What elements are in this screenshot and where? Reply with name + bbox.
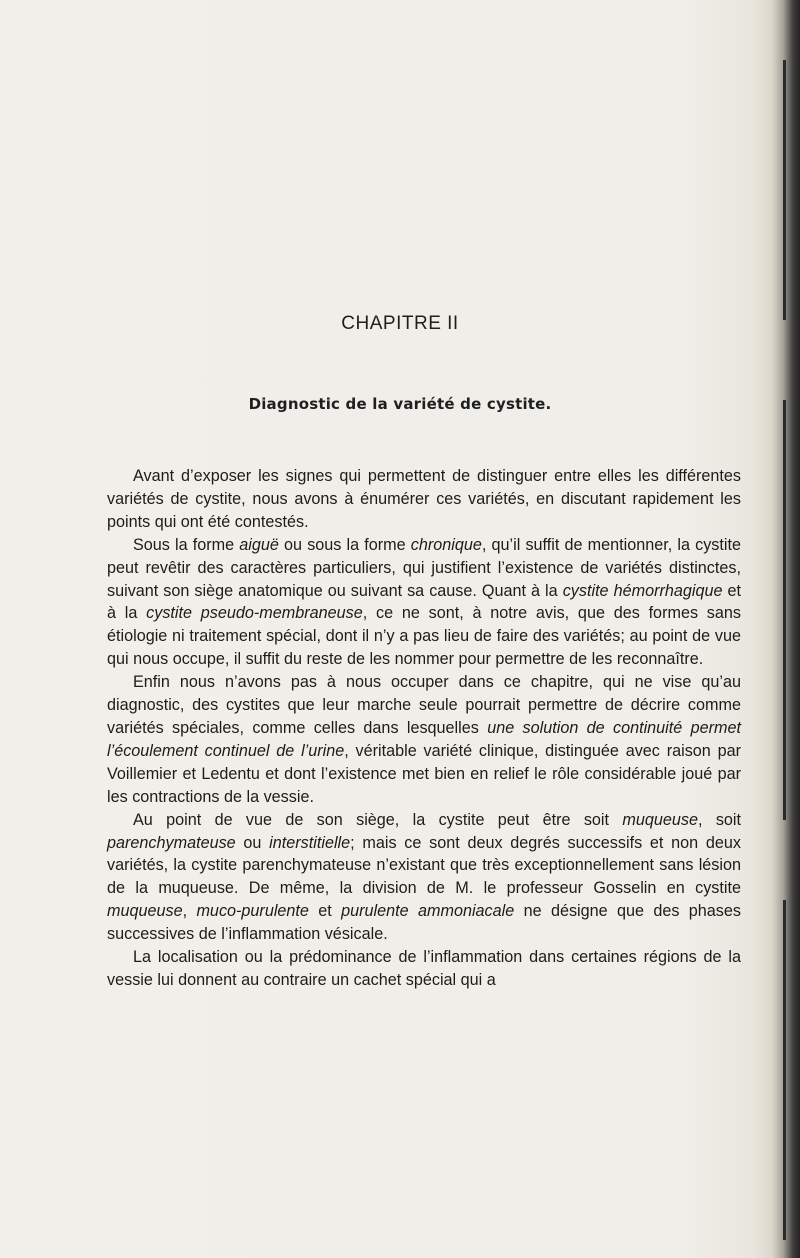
text-run: Avant d’exposer les signes qui permettent de distinguer entre elles les différentes variétés de cystite, nous avons à énumérer ces variétés, en discutant rapidement les points qui ont été contestés. — [107, 467, 741, 531]
text-run: Sous la forme — [133, 535, 240, 554]
spine-edge-line — [783, 400, 786, 820]
text-run: Enfin nous n’avons pas à nous occuper dans ce chapitre, qui ne vise qu’au diagnostic, des cystites que leur marche seule pourrait permettre de décrire comme variétés spéciales, comme celles dans lesquelles — [107, 673, 741, 737]
paragraph — [107, 465, 741, 534]
italic-text: cystite pseudo-membraneuse — [146, 604, 363, 623]
italic-text: purulente ammoniacale — [341, 902, 515, 921]
text-run: et à la — [107, 581, 741, 623]
text-run: Au point de vue de son siège, la cystite peut être soit — [133, 810, 623, 829]
text-run: , — [182, 902, 197, 921]
italic-text: interstitielle — [269, 833, 351, 852]
book-spine-shadow — [772, 0, 800, 1258]
chapter-title: CHAPITRE II — [341, 313, 459, 334]
text-run: , soit — [697, 810, 742, 829]
italic-text: une solution de continuité permet l’écoulement continuel de l’urine — [107, 718, 741, 760]
text-run: ou sous la forme — [278, 535, 411, 554]
italic-text: parenchymateuse — [107, 833, 236, 852]
text-run: ; mais ce sont deux degrés successifs et non deux variétés, la cystite parenchymateuse n’existant que très exceptionnellement sans lésion de la muqueuse. De même, la division de M. le professeur Gosselin en cystite — [107, 833, 741, 898]
spine-edge-line — [783, 60, 786, 320]
text-run: , ce ne sont, à notre avis, que des formes sans étiologie ni traitement spécial, dont il n’y a pas lieu de faire des variétés; au point de vue qui nous occupe, il suffit du reste de les nommer pour permettre de les reconnaître. — [107, 604, 741, 669]
italic-text: chronique — [410, 535, 482, 554]
text-run: ne désigne que des phases successives de l’inflammation vésicale. — [107, 902, 741, 944]
text-run: ou — [235, 833, 270, 852]
body-text — [107, 465, 741, 992]
italic-text: aiguë — [239, 535, 279, 554]
italic-text: muqueuse — [622, 810, 698, 829]
paragraph — [107, 534, 741, 671]
text-run: La localisation ou la prédominance de l’inflammation dans certaines régions de la vessie lui donnent au contraire un cachet spécial qui a — [107, 948, 741, 989]
italic-text: cystite hémorrhagique — [562, 581, 723, 600]
text-run: et — [308, 902, 342, 921]
paragraph — [107, 946, 741, 992]
italic-text: muco-purulente — [196, 902, 309, 921]
section-title: Diagnostic de la variété de cystite. — [248, 395, 552, 413]
text-run: , qu’il suffit de mentionner, la cystite peut revêtir des caractères particuliers, qui justifient l’existence de variétés distinctes, suivant son siège anatomique ou suivant sa cause. Quant à la — [107, 535, 741, 600]
spine-edge-line — [783, 900, 786, 1240]
italic-text: muqueuse — [107, 902, 183, 921]
text-run: , véritable variété clinique, distinguée avec raison par Voillemier et Ledentu et dont l’existence met bien en relief le rôle considérable joué par les contractions de la vessie. — [107, 741, 741, 806]
paragraph — [107, 671, 741, 808]
paragraph — [107, 809, 741, 946]
